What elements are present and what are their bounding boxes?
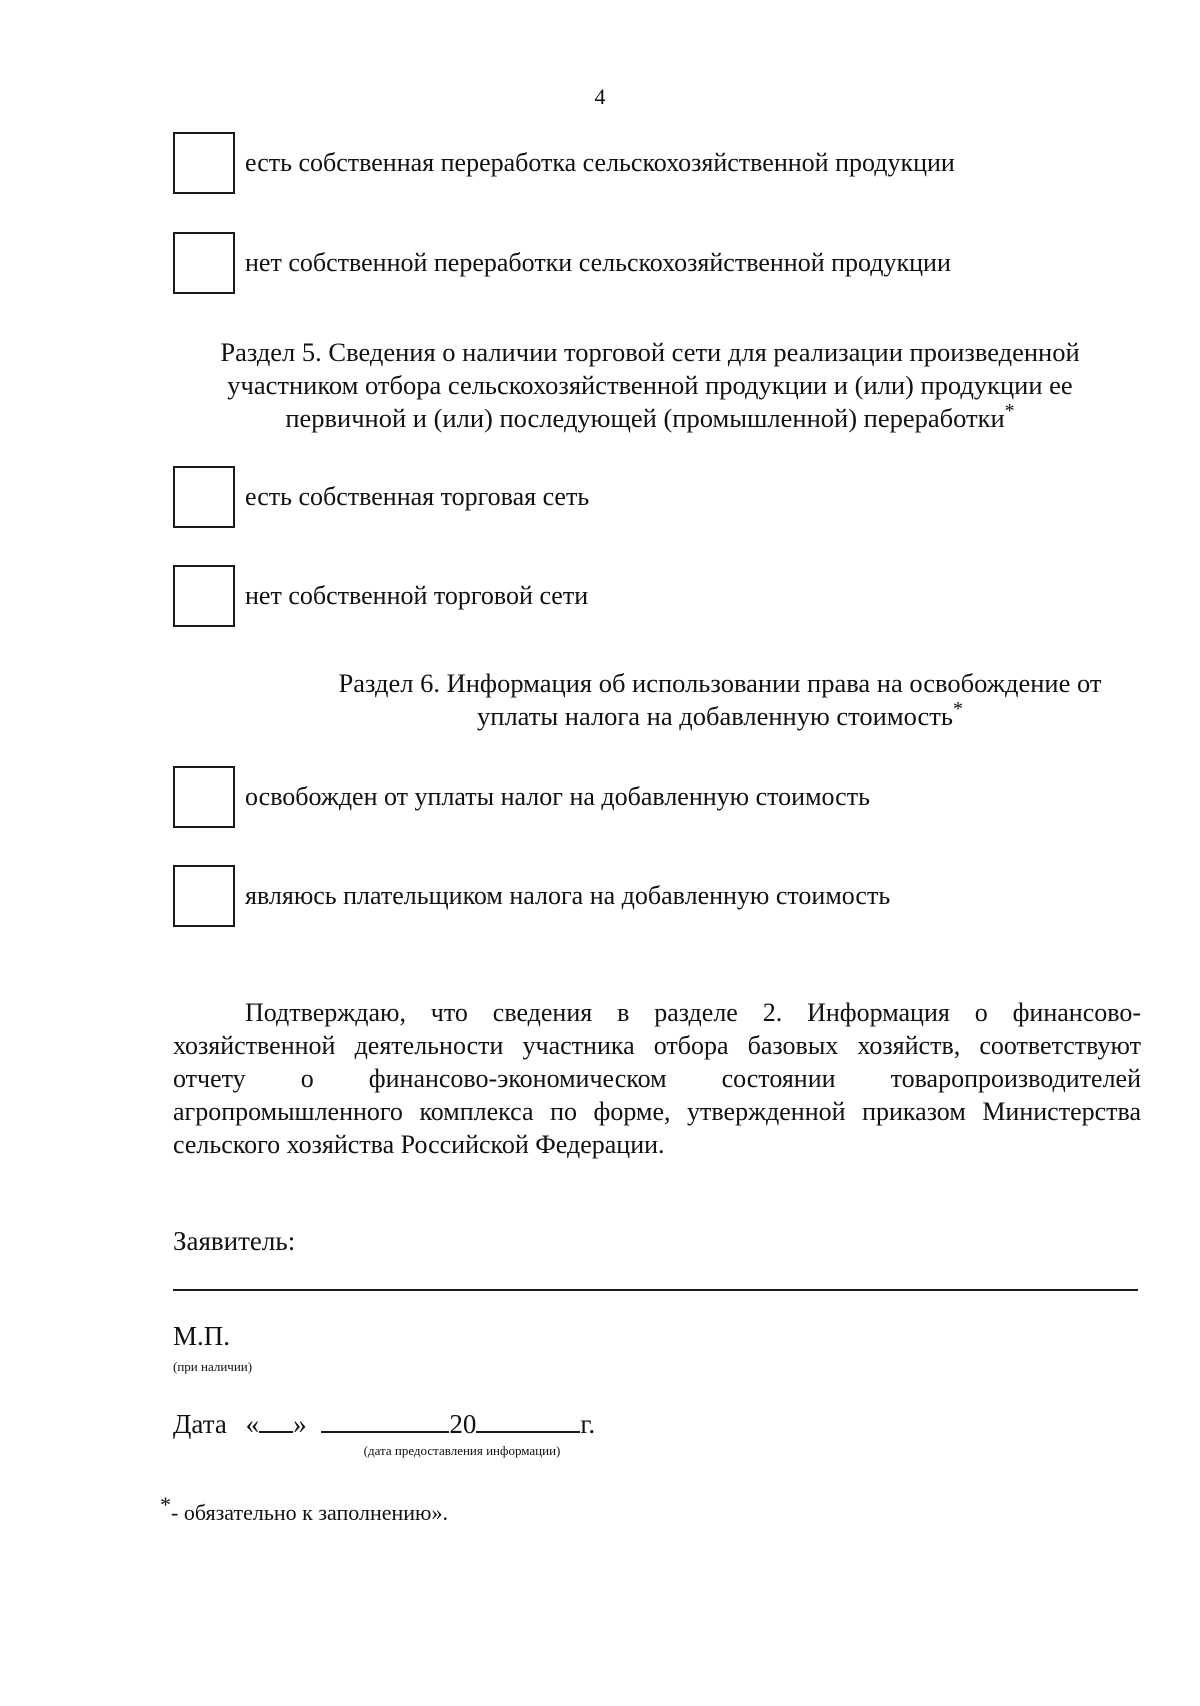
option-own-processing[interactable] — [173, 130, 955, 196]
section6-heading — [270, 667, 1170, 736]
signature-line[interactable] — [173, 1289, 1138, 1291]
checkbox-vat-exempt[interactable] — [173, 766, 235, 828]
confirmation-paragraph: Подтверждаю, что сведения в разделе 2. Информация о финансово-хозяйственной деятельности участника отбора базовых хозяйств, соответствуют отчету о финансово-экономическом состоянии товаропроизводителей агропромышленного комплекса по форме, утвержденной приказом Министерства сельского хозяйства Российской Федерации. — [173, 998, 1141, 1159]
option-no-trade-network[interactable] — [173, 563, 588, 629]
date-field — [173, 1407, 595, 1440]
footnote-asterisk: * — [160, 1492, 171, 1517]
required-asterisk: * — [1004, 400, 1015, 422]
stamp-note: (при наличии) — [173, 1359, 253, 1374]
date-open-quote: « — [245, 1409, 260, 1439]
option-vat-exempt[interactable] — [173, 764, 870, 830]
section6-title-line1: Раздел 6. Информация об использовании права на освобождение от — [338, 668, 1102, 698]
section5-heading — [140, 336, 1160, 438]
date-close-quote: » — [293, 1409, 307, 1439]
date-month-blank[interactable] — [321, 1407, 449, 1433]
option-own-trade-network[interactable] — [173, 464, 589, 530]
page-number: 4 — [594, 84, 606, 109]
section6-title-line2: уплаты налога на добавленную стоимость* — [477, 698, 963, 731]
date-year-suffix: г. — [580, 1409, 596, 1439]
option-no-own-processing[interactable] — [173, 230, 951, 296]
section5-title-line1: Раздел 5. Сведения о наличии торговой сети для реализации произведенной — [220, 337, 1080, 367]
required-asterisk: * — [952, 698, 963, 720]
option-label: есть собственная переработка сельскохозяйственной продукции — [245, 148, 955, 177]
date-note: (дата предоставления информации) — [363, 1443, 561, 1458]
checkbox-own-trade-network[interactable] — [173, 466, 235, 528]
section5-title-line3: первичной и (или) последующей (промышленной) переработки* — [285, 400, 1015, 433]
applicant-label: Заявитель: — [173, 1226, 296, 1256]
date-day-blank[interactable] — [259, 1407, 293, 1433]
footnote-text: - обязательно к заполнению». — [171, 1500, 448, 1525]
date-year-blank[interactable] — [476, 1407, 580, 1433]
option-label: есть собственная торговая сеть — [245, 482, 590, 511]
checkbox-own-processing[interactable] — [173, 132, 235, 194]
checkbox-no-own-processing[interactable] — [173, 232, 235, 294]
option-label: нет собственной переработки сельскохозяйственной продукции — [245, 248, 951, 277]
option-vat-payer[interactable] — [173, 863, 890, 929]
date-label: Дата — [173, 1409, 227, 1439]
stamp-label: М.П. — [173, 1321, 231, 1351]
option-label: освобожден от уплаты налог на добавленную стоимость — [245, 782, 870, 811]
date-year-prefix: 20 — [449, 1409, 477, 1439]
footnote — [160, 1492, 448, 1526]
checkbox-no-trade-network[interactable] — [173, 565, 235, 627]
option-label: являюсь плательщиком налога на добавленную стоимость — [245, 881, 891, 910]
option-label: нет собственной торговой сети — [245, 581, 589, 610]
checkbox-vat-payer[interactable] — [173, 865, 235, 927]
section5-title-line2: участником отбора сельскохозяйственной продукции и (или) продукции ее — [227, 370, 1073, 400]
